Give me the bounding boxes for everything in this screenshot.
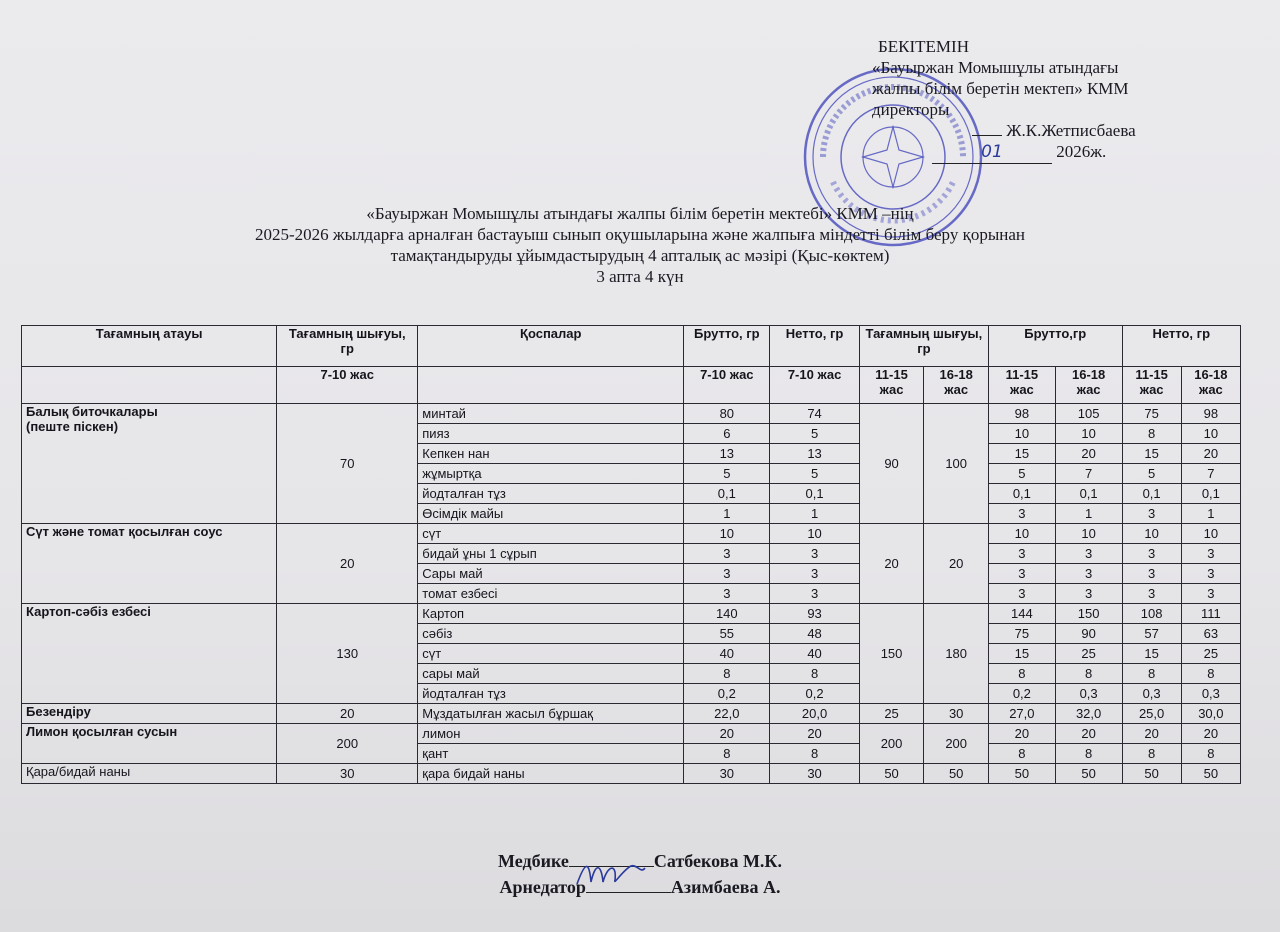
netto-11-15: 3 [1122, 504, 1181, 524]
netto-16-18: 10 [1181, 424, 1240, 444]
approval-heading: БЕКІТЕМІН [878, 37, 969, 56]
brutto-16-18: 7 [1055, 464, 1122, 484]
ingredient-name: томат езбесі [418, 584, 684, 604]
netto-7-10: 1 [770, 504, 859, 524]
approval-date: 01 [981, 142, 1003, 162]
brutto-16-18: 150 [1055, 604, 1122, 624]
netto-16-18: 1 [1181, 504, 1240, 524]
dish-name-cell [22, 704, 277, 724]
netto-11-15: 0,1 [1122, 484, 1181, 504]
dish-yield-7-10: 200 [277, 724, 418, 764]
ingredient-name: жұмыртқа [418, 464, 684, 484]
tenant-name: Азимбаева А. [670, 877, 781, 897]
approval-signer: Ж.К.Жетписбаева [1006, 121, 1136, 140]
ingredient-name: лимон [418, 724, 684, 744]
brutto-11-15: 0,1 [988, 484, 1055, 504]
netto-11-15: 5 [1122, 464, 1181, 484]
brutto-16-18: 8 [1055, 744, 1122, 764]
netto-7-10: 20 [770, 724, 859, 744]
table-row [22, 524, 1241, 544]
dish-yield-16-18: 20 [924, 524, 989, 604]
title-line-1: «Бауыржан Момышұлы атындағы жалпы білім беретін мектебі» КММ –нің [366, 204, 914, 223]
document-title [60, 203, 1220, 287]
nurse-label: Медбике [498, 851, 569, 871]
dish-name-cell [22, 724, 277, 764]
brutto-7-10: 20 [684, 724, 770, 744]
sub-netto-7-10: 7-10 жас [770, 367, 859, 404]
netto-16-18: 20 [1181, 724, 1240, 744]
dish-yield-16-18: 180 [924, 604, 989, 704]
dish-yield-11-15: 50 [859, 764, 924, 784]
netto-7-10: 5 [770, 464, 859, 484]
netto-16-18: 98 [1181, 404, 1240, 424]
brutto-7-10: 80 [684, 404, 770, 424]
netto-7-10: 13 [770, 444, 859, 464]
sub-netto-11-15: 11-15 жас [1122, 367, 1181, 404]
col-netto: Нетто, гр [770, 326, 859, 367]
netto-7-10: 8 [770, 664, 859, 684]
dish-yield-7-10: 20 [277, 524, 418, 604]
brutto-16-18: 3 [1055, 544, 1122, 564]
netto-16-18: 0,1 [1181, 484, 1240, 504]
netto-11-15: 3 [1122, 564, 1181, 584]
brutto-7-10: 1 [684, 504, 770, 524]
dish-name: Сүт және томат қосылған соус [26, 524, 223, 539]
brutto-16-18: 1 [1055, 504, 1122, 524]
ingredient-name: минтай [418, 404, 684, 424]
brutto-16-18: 20 [1055, 724, 1122, 744]
approval-year: 2026ж. [1056, 142, 1107, 161]
brutto-16-18: 105 [1055, 404, 1122, 424]
netto-7-10: 0,1 [770, 484, 859, 504]
netto-16-18: 7 [1181, 464, 1240, 484]
dish-name-cell [22, 404, 277, 524]
netto-11-15: 20 [1122, 724, 1181, 744]
brutto-7-10: 30 [684, 764, 770, 784]
ingredient-name: бидай ұны 1 сұрып [418, 544, 684, 564]
dish-yield-11-15: 150 [859, 604, 924, 704]
dish-name-cell [22, 604, 277, 704]
brutto-7-10: 0,1 [684, 484, 770, 504]
netto-7-10: 5 [770, 424, 859, 444]
sub-netto-16-18: 16-18 жас [1181, 367, 1240, 404]
ingredient-name: сәбіз [418, 624, 684, 644]
col-netto-senior: Нетто, гр [1122, 326, 1241, 367]
netto-11-15: 57 [1122, 624, 1181, 644]
sub-yield-11-15: 11-15 жас [859, 367, 924, 404]
netto-7-10: 48 [770, 624, 859, 644]
approval-line-1: «Бауыржан Момышұлы атындағы [872, 58, 1119, 77]
footer-signatures [0, 848, 1280, 900]
netto-16-18: 8 [1181, 664, 1240, 684]
approval-signer-line [872, 120, 1232, 141]
brutto-16-18: 10 [1055, 424, 1122, 444]
netto-16-18: 8 [1181, 744, 1240, 764]
dish-yield-16-18: 50 [924, 764, 989, 784]
netto-11-15: 10 [1122, 524, 1181, 544]
dish-name-cell [22, 764, 277, 784]
approval-line-2: жалпы білім беретін мектеп» КММ [872, 79, 1129, 98]
ingredient-name: йодталған тұз [418, 484, 684, 504]
table-row [22, 604, 1241, 624]
brutto-16-18: 8 [1055, 664, 1122, 684]
dish-yield-7-10: 20 [277, 704, 418, 724]
brutto-11-15: 27,0 [988, 704, 1055, 724]
netto-7-10: 3 [770, 584, 859, 604]
netto-11-15: 108 [1122, 604, 1181, 624]
brutto-11-15: 0,2 [988, 684, 1055, 704]
dish-name-cell [22, 524, 277, 604]
nurse-signature-blank [569, 866, 654, 867]
ingredient-name: қара бидай наны [418, 764, 684, 784]
netto-16-18: 25 [1181, 644, 1240, 664]
sub-yield-7-10: 7-10 жас [277, 367, 418, 404]
ingredient-name: Кепкен нан [418, 444, 684, 464]
dish-name-note: (пеште піскен) [26, 419, 119, 434]
brutto-7-10: 5 [684, 464, 770, 484]
brutto-7-10: 13 [684, 444, 770, 464]
netto-7-10: 93 [770, 604, 859, 624]
dish-name: Қара/бидай наны [26, 764, 131, 779]
sub-empty [418, 367, 684, 404]
brutto-7-10: 3 [684, 564, 770, 584]
netto-11-15: 3 [1122, 584, 1181, 604]
date-blank [932, 141, 1052, 164]
approval-line-3: директоры [872, 100, 950, 119]
brutto-16-18: 25 [1055, 644, 1122, 664]
netto-16-18: 111 [1181, 604, 1240, 624]
brutto-7-10: 22,0 [684, 704, 770, 724]
table-row [22, 704, 1241, 724]
sub-brutto-11-15: 11-15 жас [988, 367, 1055, 404]
brutto-11-15: 15 [988, 444, 1055, 464]
brutto-11-15: 144 [988, 604, 1055, 624]
brutto-16-18: 20 [1055, 444, 1122, 464]
brutto-16-18: 10 [1055, 524, 1122, 544]
netto-11-15: 75 [1122, 404, 1181, 424]
netto-11-15: 50 [1122, 764, 1181, 784]
netto-7-10: 20,0 [770, 704, 859, 724]
ingredient-name: қант [418, 744, 684, 764]
tenant-label: Арнедатор [499, 877, 586, 897]
brutto-11-15: 75 [988, 624, 1055, 644]
sub-brutto-16-18: 16-18 жас [1055, 367, 1122, 404]
col-yield: Тағамның шығуы, гр [277, 326, 418, 367]
dish-yield-16-18: 200 [924, 724, 989, 764]
brutto-16-18: 90 [1055, 624, 1122, 644]
netto-16-18: 0,3 [1181, 684, 1240, 704]
table-row [22, 404, 1241, 424]
title-line-3: тамақтандыруды ұйымдастырудың 4 апталық ас мәзірі (Қыс-көктем) [390, 246, 890, 265]
netto-16-18: 63 [1181, 624, 1240, 644]
netto-16-18: 3 [1181, 564, 1240, 584]
brutto-11-15: 10 [988, 524, 1055, 544]
signature-blank [972, 135, 1002, 136]
dish-yield-11-15: 200 [859, 724, 924, 764]
dish-yield-7-10: 30 [277, 764, 418, 784]
table-row [22, 724, 1241, 744]
netto-16-18: 3 [1181, 544, 1240, 564]
ingredient-name: йодталған тұз [418, 684, 684, 704]
netto-7-10: 0,2 [770, 684, 859, 704]
col-brutto: Брутто, гр [684, 326, 770, 367]
brutto-11-15: 15 [988, 644, 1055, 664]
brutto-11-15: 5 [988, 464, 1055, 484]
ingredient-name: сары май [418, 664, 684, 684]
netto-16-18: 3 [1181, 584, 1240, 604]
col-dish-name: Тағамның атауы [22, 326, 277, 367]
nurse-name: Сатбекова М.К. [653, 851, 782, 871]
dish-name: Балық биточкалары [26, 404, 158, 419]
netto-7-10: 3 [770, 564, 859, 584]
brutto-7-10: 3 [684, 544, 770, 564]
col-brutto-senior: Брутто,гр [988, 326, 1122, 367]
brutto-16-18: 3 [1055, 564, 1122, 584]
dish-yield-7-10: 130 [277, 604, 418, 704]
netto-16-18: 30,0 [1181, 704, 1240, 724]
brutto-16-18: 32,0 [1055, 704, 1122, 724]
ingredient-name: пияз [418, 424, 684, 444]
dish-name: Лимон қосылған сусын [26, 724, 178, 739]
sub-yield-16-18: 16-18 жас [924, 367, 989, 404]
netto-11-15: 8 [1122, 744, 1181, 764]
netto-11-15: 8 [1122, 424, 1181, 444]
ingredient-name: Сары май [418, 564, 684, 584]
netto-11-15: 25,0 [1122, 704, 1181, 724]
ingredient-name: сүт [418, 644, 684, 664]
netto-7-10: 40 [770, 644, 859, 664]
brutto-11-15: 50 [988, 764, 1055, 784]
netto-11-15: 8 [1122, 664, 1181, 684]
ingredient-name: Мұздатылған жасыл бұршақ [418, 704, 684, 724]
netto-7-10: 74 [770, 404, 859, 424]
brutto-11-15: 20 [988, 724, 1055, 744]
title-line-2: 2025-2026 жылдарға арналған бастауыш сынып оқушыларына және жалпыға міндетті білім беру қорынан [255, 225, 1025, 244]
table-subheader-row [22, 367, 1241, 404]
netto-11-15: 0,3 [1122, 684, 1181, 704]
handwritten-signature-icon [571, 856, 651, 890]
brutto-16-18: 0,3 [1055, 684, 1122, 704]
dish-yield-16-18: 100 [924, 404, 989, 524]
menu-table [21, 325, 1241, 784]
brutto-16-18: 3 [1055, 584, 1122, 604]
netto-16-18: 20 [1181, 444, 1240, 464]
brutto-7-10: 40 [684, 644, 770, 664]
brutto-11-15: 3 [988, 564, 1055, 584]
sub-brutto-7-10: 7-10 жас [684, 367, 770, 404]
brutto-11-15: 8 [988, 744, 1055, 764]
brutto-11-15: 3 [988, 584, 1055, 604]
dish-name: Безендіру [26, 704, 91, 719]
netto-16-18: 10 [1181, 524, 1240, 544]
ingredient-name: Өсімдік майы [418, 504, 684, 524]
brutto-11-15: 10 [988, 424, 1055, 444]
ingredient-name: сүт [418, 524, 684, 544]
brutto-11-15: 3 [988, 504, 1055, 524]
brutto-7-10: 10 [684, 524, 770, 544]
dish-yield-7-10: 70 [277, 404, 418, 524]
netto-11-15: 3 [1122, 544, 1181, 564]
netto-7-10: 3 [770, 544, 859, 564]
netto-7-10: 30 [770, 764, 859, 784]
dish-yield-16-18: 30 [924, 704, 989, 724]
brutto-7-10: 8 [684, 744, 770, 764]
brutto-11-15: 3 [988, 544, 1055, 564]
dish-yield-11-15: 20 [859, 524, 924, 604]
netto-7-10: 8 [770, 744, 859, 764]
netto-11-15: 15 [1122, 644, 1181, 664]
brutto-7-10: 55 [684, 624, 770, 644]
col-ingredients: Қоспалар [418, 326, 684, 367]
sub-empty [22, 367, 277, 404]
brutto-16-18: 0,1 [1055, 484, 1122, 504]
col-yield-senior: Тағамның шығуы, гр [859, 326, 988, 367]
title-line-4: 3 апта 4 күн [596, 267, 684, 286]
dish-yield-11-15: 90 [859, 404, 924, 524]
brutto-7-10: 6 [684, 424, 770, 444]
brutto-7-10: 0,2 [684, 684, 770, 704]
approval-date-line [872, 141, 1232, 164]
netto-11-15: 15 [1122, 444, 1181, 464]
brutto-11-15: 8 [988, 664, 1055, 684]
nurse-signature-line [0, 848, 1280, 874]
dish-yield-11-15: 25 [859, 704, 924, 724]
dish-name: Картоп-сәбіз езбесі [26, 604, 151, 619]
approval-block [872, 36, 1232, 164]
brutto-7-10: 140 [684, 604, 770, 624]
netto-16-18: 50 [1181, 764, 1240, 784]
brutto-7-10: 3 [684, 584, 770, 604]
tenant-signature-blank [586, 892, 671, 893]
netto-7-10: 10 [770, 524, 859, 544]
table-header-row [22, 326, 1241, 367]
table-row [22, 764, 1241, 784]
brutto-7-10: 8 [684, 664, 770, 684]
brutto-11-15: 98 [988, 404, 1055, 424]
ingredient-name: Картоп [418, 604, 684, 624]
brutto-16-18: 50 [1055, 764, 1122, 784]
